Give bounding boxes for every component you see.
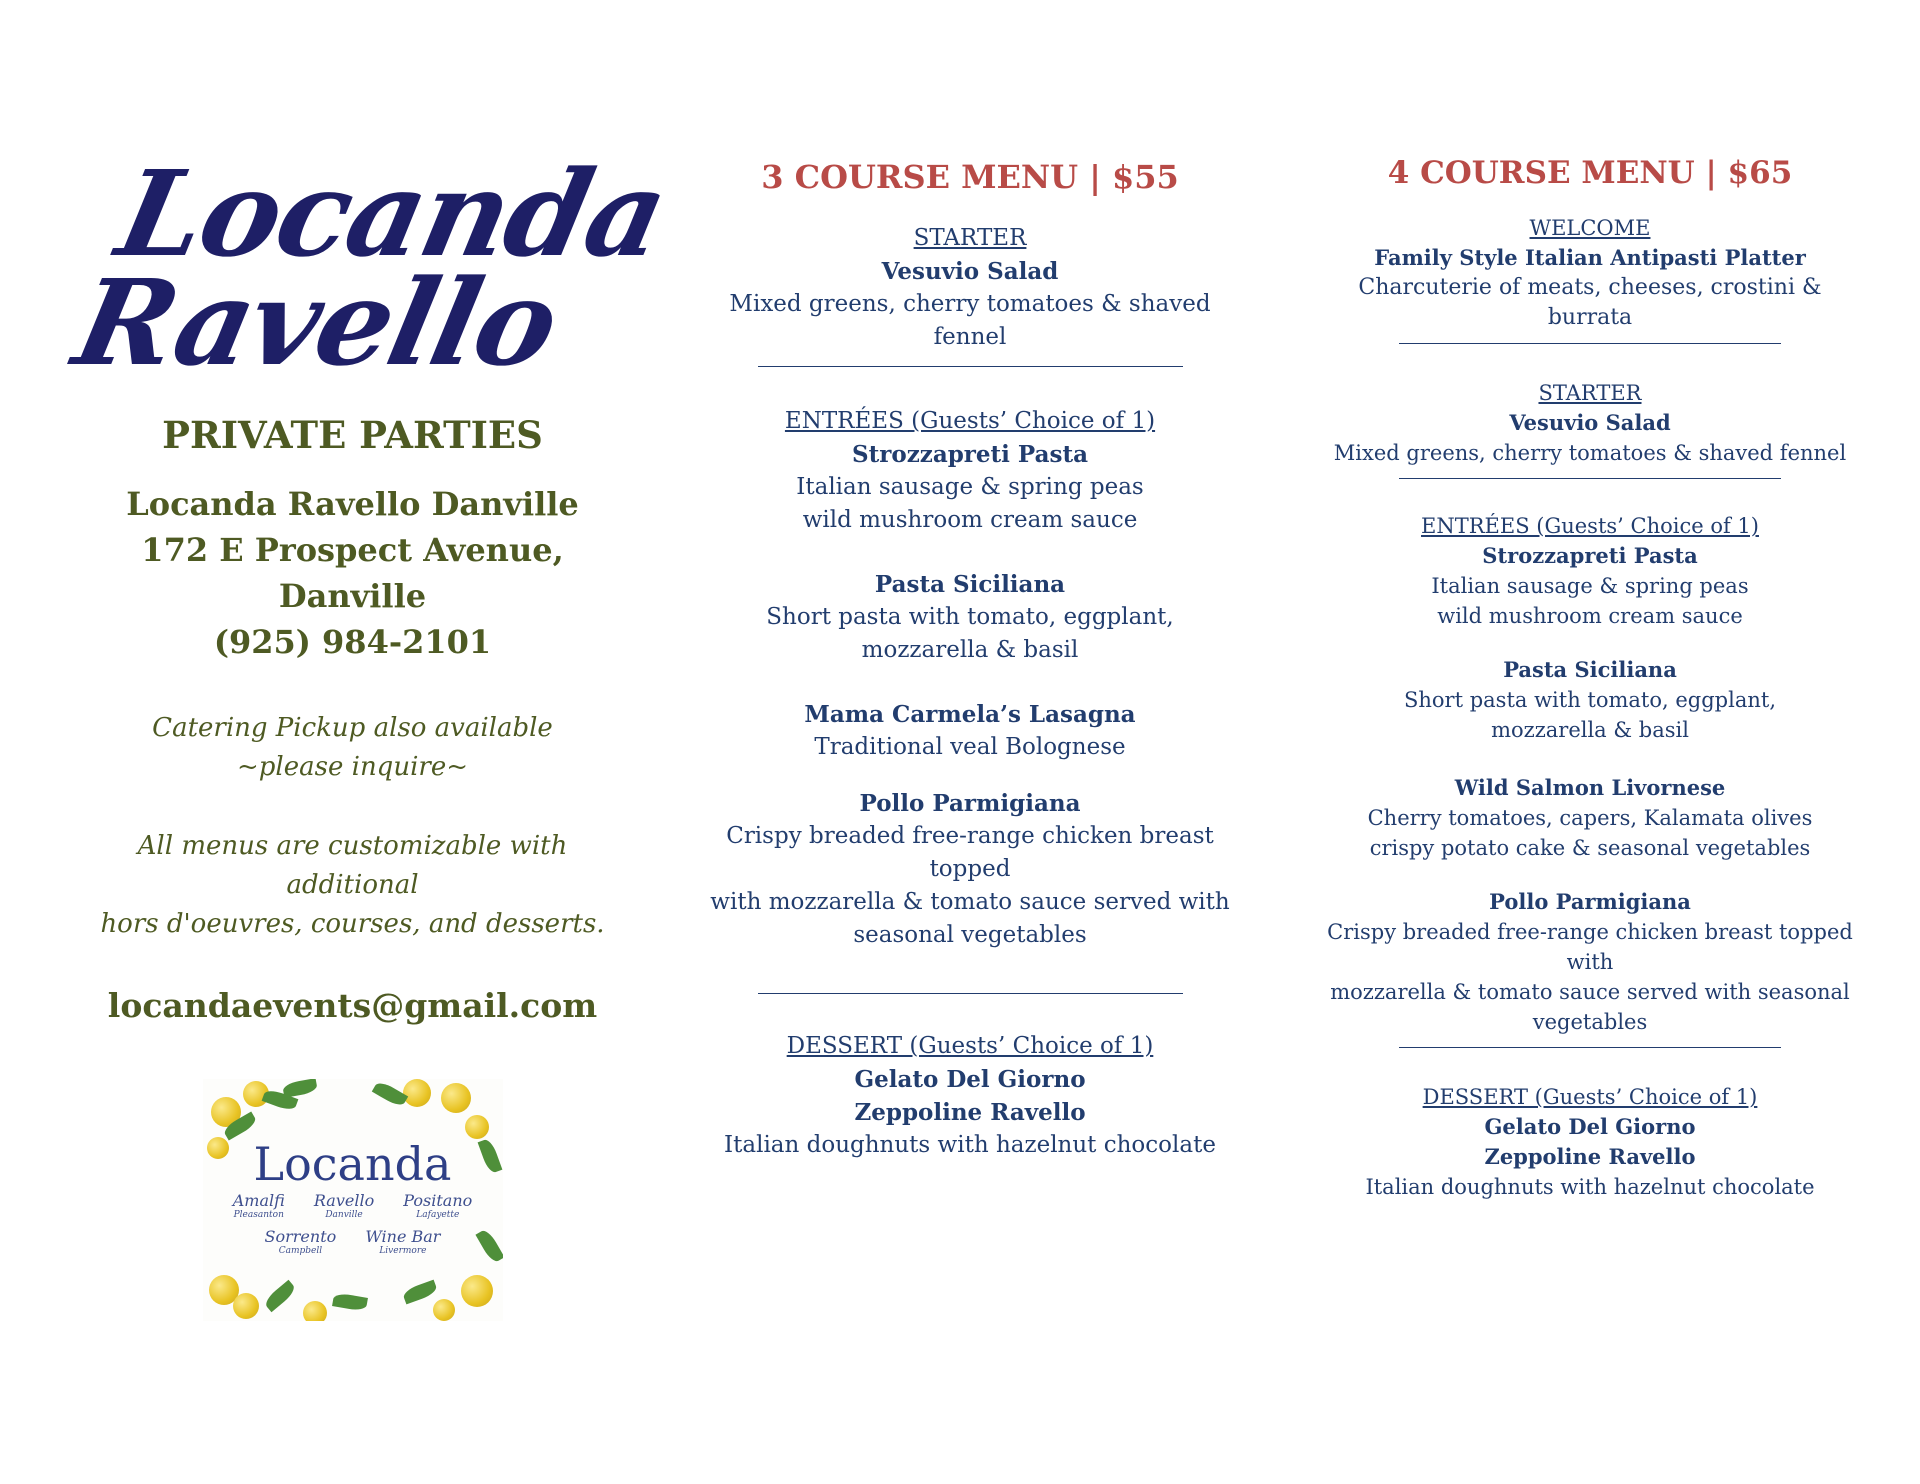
- badge-location: Sorrento Campbell: [264, 1227, 337, 1257]
- dish-description: mozzarella & tomato sauce served with seasonal: [1330, 980, 1850, 1004]
- dish-name: Strozzapreti Pasta: [1482, 543, 1698, 568]
- dish-description: vegetables: [1532, 1010, 1648, 1034]
- dish-name: Pollo Parmigiana: [859, 790, 1081, 817]
- badge-title: Locanda: [253, 1137, 452, 1192]
- lemon-icon: [461, 1275, 493, 1307]
- three-course-menu: [700, 158, 1240, 1162]
- badge-location: Positano Lafayette: [403, 1191, 473, 1221]
- dish-description: Short pasta with tomato, eggplant,: [766, 604, 1174, 630]
- dish-description: Traditional veal Bolognese: [814, 734, 1126, 760]
- email-link[interactable]: locandaevents@gmail.com: [107, 986, 598, 1026]
- dish-description: seasonal vegetables: [853, 922, 1087, 948]
- street-address: 172 E Prospect Avenue, Danville: [141, 531, 564, 616]
- section-heading-starter: STARTER: [1538, 381, 1642, 405]
- badge-location: Ravello Danville: [313, 1191, 375, 1221]
- lemon-icon: [303, 1301, 327, 1321]
- dish-description: Italian doughnuts with hazelnut chocolate: [1365, 1175, 1815, 1199]
- dish-description: Cherry tomatoes, capers, Kalamata olives: [1367, 806, 1813, 830]
- phone-number: (925) 984-2101: [213, 623, 492, 662]
- dish-name: Vesuvio Salad: [1509, 410, 1671, 435]
- lemon-icon: [403, 1079, 431, 1107]
- dish-name: Wild Salmon Livornese: [1454, 775, 1726, 800]
- dish-description: mozzarella & basil: [861, 637, 1079, 663]
- leaf-icon: [282, 1079, 318, 1098]
- menu-title: 4 COURSE MENU | $65: [1387, 155, 1793, 191]
- menu-title: 3 COURSE MENU | $55: [761, 158, 1179, 196]
- inquire-line: ~please inquire~: [237, 752, 468, 783]
- dish-name: Pasta Siciliana: [874, 571, 1066, 598]
- locanda-locations-badge: [203, 1079, 503, 1321]
- dish-description: Mixed greens, cherry tomatoes & shaved fennel: [729, 291, 1211, 350]
- section-heading-entrees: ENTRÉES (Guests’ Choice of 1): [784, 408, 1156, 434]
- dish-description: Crispy breaded free-range chicken breast topped with: [1327, 920, 1853, 974]
- page-title: PRIVATE PARTIES: [162, 413, 543, 458]
- dish-description: Charcuterie of meats, cheeses, crostini & burrata: [1358, 275, 1822, 330]
- info-column: [63, 144, 678, 1321]
- dish-description: Crispy breaded free-range chicken breast topped: [726, 823, 1214, 882]
- dish-name: Gelato Del Giorno: [1484, 1114, 1696, 1139]
- dish-name: Strozzapreti Pasta: [852, 441, 1088, 468]
- dish-description: with mozzarella & tomato sauce served with: [710, 889, 1230, 915]
- dish-name: Pasta Siciliana: [1503, 657, 1677, 682]
- section-heading-dessert: DESSERT (Guests’ Choice of 1): [1422, 1085, 1758, 1109]
- logo: [57, 144, 678, 392]
- divider: [1399, 343, 1781, 344]
- divider: [758, 993, 1183, 994]
- catering-line: Catering Pickup also available: [152, 713, 553, 744]
- lemon-icon: [433, 1299, 455, 1321]
- section-heading-entrees: ENTRÉES (Guests’ Choice of 1): [1421, 514, 1759, 538]
- leaf-icon: [371, 1080, 407, 1109]
- dish-name: Family Style Italian Antipasti Platter: [1374, 245, 1806, 270]
- section-heading-starter: STARTER: [913, 225, 1027, 251]
- badge-location: Wine Bar Livermore: [365, 1227, 441, 1257]
- catering-note: [80, 709, 625, 787]
- badge-location: Amalfi Pleasanton: [232, 1191, 285, 1221]
- divider: [1399, 478, 1781, 479]
- leaf-icon: [332, 1292, 368, 1312]
- section-heading-welcome: WELCOME: [1529, 216, 1651, 240]
- leaf-icon: [401, 1280, 438, 1305]
- dish-description: Short pasta with tomato, eggplant,: [1404, 688, 1776, 712]
- restaurant-name: Locanda Ravello Danville: [126, 485, 579, 524]
- badge-row-1: [203, 1191, 503, 1221]
- divider: [758, 366, 1183, 367]
- logo-line-1: Locanda: [106, 144, 678, 283]
- customize-line-1: All menus are customizable with additional: [137, 831, 568, 901]
- dish-name: Pollo Parmigiana: [1489, 889, 1691, 914]
- customize-note: [80, 827, 625, 944]
- section-heading-dessert: DESSERT (Guests’ Choice of 1): [786, 1033, 1154, 1059]
- lemon-icon: [441, 1083, 471, 1113]
- dish-name: Vesuvio Salad: [881, 258, 1059, 285]
- logo-line-2: Ravello: [63, 252, 569, 392]
- dish-description: wild mushroom cream sauce: [802, 507, 1138, 533]
- dish-name: Zeppoline Ravello: [854, 1099, 1086, 1126]
- four-course-menu: [1320, 155, 1860, 1202]
- badge-row-2: [203, 1227, 503, 1257]
- dish-description: Mixed greens, cherry tomatoes & shaved fennel: [1333, 441, 1847, 465]
- dish-description: wild mushroom cream sauce: [1437, 604, 1743, 628]
- dish-description: mozzarella & basil: [1491, 718, 1689, 742]
- leaf-icon: [262, 1280, 297, 1313]
- dish-description: Italian sausage & spring peas: [796, 474, 1144, 500]
- dish-name: Mama Carmela’s Lasagna: [804, 701, 1136, 728]
- dish-name: Zeppoline Ravello: [1484, 1144, 1696, 1169]
- dish-name: Gelato Del Giorno: [854, 1066, 1086, 1093]
- dish-description: Italian doughnuts with hazelnut chocolate: [724, 1132, 1216, 1158]
- dish-description: Italian sausage & spring peas: [1431, 574, 1749, 598]
- address-block: [80, 481, 625, 665]
- customize-line-2: hors d'oeuvres, courses, and desserts.: [100, 909, 605, 940]
- divider: [1399, 1047, 1781, 1048]
- lemon-icon: [465, 1115, 489, 1139]
- lemon-icon: [233, 1293, 259, 1319]
- dish-description: crispy potato cake & seasonal vegetables: [1369, 836, 1811, 860]
